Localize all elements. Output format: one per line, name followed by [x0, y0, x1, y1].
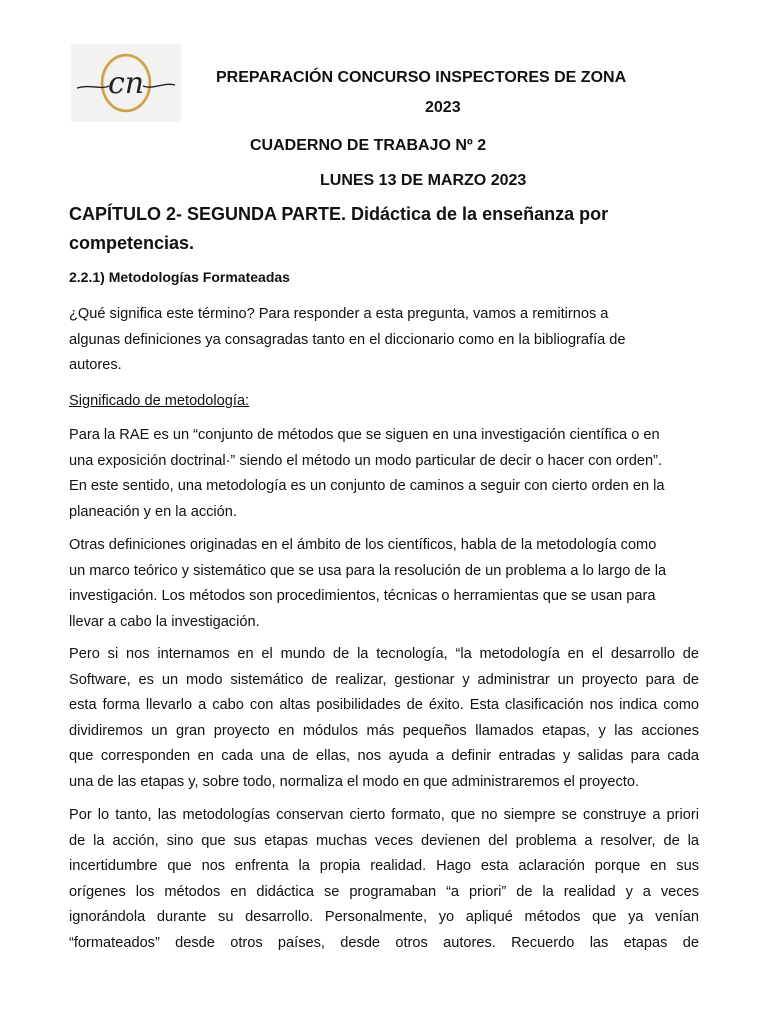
paragraph-line: Software, es un modo sistemático de realizar, gestionar y administrar un proyecto para de — [69, 671, 699, 688]
paragraph-line: “formateados” desde otros países, desde otros autores. Recuerdo las etapas de — [69, 934, 699, 951]
paragraph-line: llevar a cabo la investigación. — [69, 613, 260, 630]
paragraph-porlotanto — [69, 803, 699, 957]
paragraph-line: que corresponden en cada una de ellas, nos ayuda a definir entradas y salidas para cada — [69, 748, 699, 765]
paragraph-line: autores. — [69, 357, 122, 374]
section-heading: 2.2.1) Metodologías Formateadas — [69, 269, 290, 285]
paragraph-line: dividiremos un gran proyecto en módulos más pequeños llamados etapas, y las acciones — [69, 722, 699, 739]
paragraph-line: Para la RAE es un “conjunto de métodos que se siguen en una investigación científica o en — [69, 427, 660, 443]
paragraph-line: Pero si nos internamos en el mundo de la tecnología, “la metodología en el desarrollo de — [69, 646, 699, 662]
paragraph-pero — [69, 642, 699, 796]
paragraph-line: Por lo tanto, las metodologías conservan cierto formato, que no siempre se construye a priori — [69, 807, 699, 823]
underlined-label: Significado de metodología: — [69, 393, 250, 409]
paragraph-line: de la acción, sino que sus etapas muchas veces devienen del problema a resolver, de la — [69, 832, 699, 849]
paragraph-line: una exposición doctrinal·” siendo el método un modo particular de decir o hacer con orden”. — [69, 452, 663, 469]
paragraph-line: un marco teórico y sistemático que se usa para la resolución de un problema a lo largo de la — [69, 562, 667, 579]
document-subtitle: CUADERNO DE TRABAJO Nº 2 — [250, 137, 487, 154]
document-title-line1: PREPARACIÓN CONCURSO INSPECTORES DE ZONA — [216, 69, 627, 86]
paragraph-line: Otras definiciones originadas en el ámbito de los científicos, habla de la metodología como — [69, 537, 657, 553]
paragraph-line: esta forma llevarlo a cabo con altas posibilidades de éxito. Esta clasificación nos indica como — [69, 697, 699, 714]
paragraph-rae — [69, 423, 699, 525]
logo — [71, 44, 181, 122]
paragraph-line: algunas definiciones ya consagradas tanto en el diccionario como en la bibliografía de — [69, 331, 626, 348]
paragraph-line: incertidumbre que nos enfrenta la propia realidad. Hago esta aclaración porque en sus — [69, 858, 699, 875]
document-title-line2: 2023 — [425, 99, 461, 116]
logo-text: cn — [107, 66, 145, 101]
paragraph-line: investigación. Los métodos son procedimientos, técnicas o herramientas que se usan para — [69, 588, 656, 605]
paragraph-line: En este sentido, una metodología es un conjunto de caminos a seguir con cierto orden en la — [69, 478, 665, 495]
document-date: LUNES 13 DE MARZO 2023 — [320, 172, 527, 189]
chapter-title: CAPÍTULO 2- SEGUNDA PARTE. Didáctica de la enseñanza por competencias. — [69, 204, 609, 253]
paragraph-intro — [69, 302, 699, 379]
logo-emblem — [71, 44, 181, 122]
paragraph-significado-label — [69, 389, 699, 415]
paragraph-line: ¿Qué significa este término? Para responder a esta pregunta, vamos a remitirnos a — [69, 306, 609, 322]
paragraph-line: orígenes los métodos en didáctica se programaban “a priori” de la realidad y a veces — [69, 883, 699, 900]
paragraph-line: ignorándola durante su desarrollo. Personalmente, yo apliqué métodos que ya venían — [69, 909, 699, 926]
paragraph-line: planeación y en la acción. — [69, 503, 237, 520]
paragraph-otras — [69, 533, 699, 635]
paragraph-line: una de las etapas y, sobre todo, normaliza el modo en que administraremos el proyecto. — [69, 773, 640, 790]
